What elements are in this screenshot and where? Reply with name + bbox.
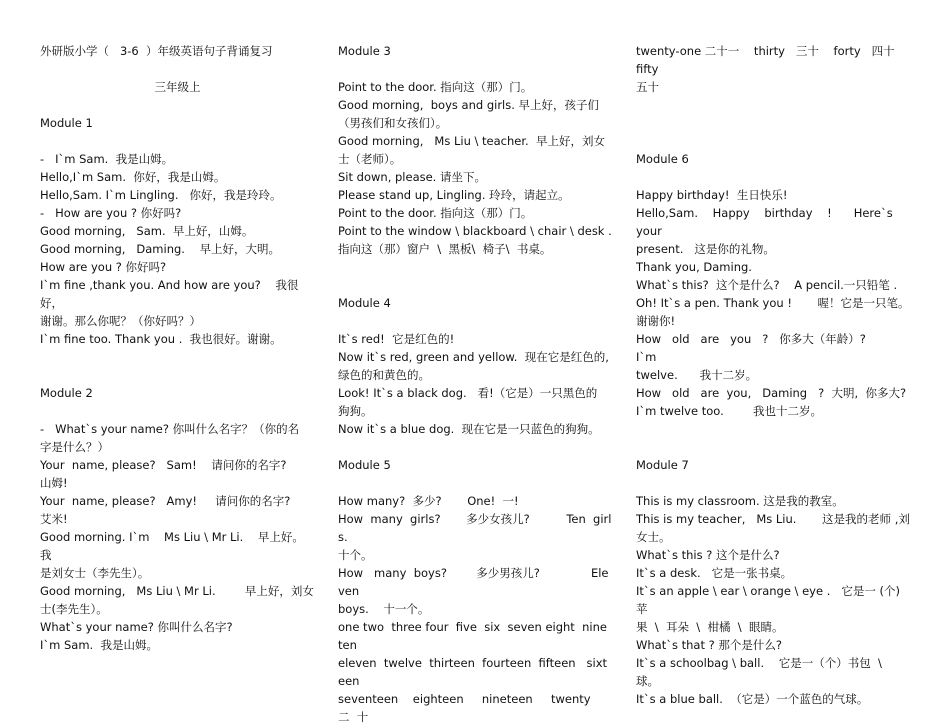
sentence-line: How many boys? 多少男孩儿? Eleven: [338, 566, 609, 598]
sentence-line: How many? 多少? One! 一!: [338, 494, 519, 508]
module-5-heading: Module 5: [338, 458, 391, 472]
number-words-line: seventeen eighteen nineteen twenty 二 十: [338, 692, 609, 724]
sentence-line: Now it`s a blue dog. 现在它是一只蓝色的狗狗。: [338, 422, 600, 436]
sentence-line: boys. 十一个。: [338, 602, 430, 616]
module-1-heading: Module 1: [40, 116, 93, 130]
number-words-line: eleven twelve thirteen fourteen fifteen sixteen: [338, 656, 608, 688]
document-title: 外研版小学（ 3-6 ）年级英语句子背诵复习: [40, 44, 273, 58]
sentence-line: 果 \ 耳朵 \ 柑橘 \ 眼睛。: [636, 620, 784, 634]
sentence-line: It`s a blue ball. （它是）一个蓝色的气球。: [636, 692, 869, 706]
sentence-line: I`m Sam. 我是山姆。: [40, 638, 159, 652]
sentence-line: Hello,Sam. I`m Lingling. 你好，我是玲玲。: [40, 188, 282, 202]
sentence-line: Sit down, please. 请坐下。: [338, 170, 486, 184]
sentence-line: Point to the window \ blackboard \ chair \ desk .: [338, 224, 612, 238]
sentence-line: - How are you ? 你好吗?: [40, 206, 182, 220]
sentence-line: Your name, please? Sam! 请问你的名字?: [40, 458, 287, 472]
sentence-line: 绿色的和黄色的。: [338, 368, 430, 382]
sentence-line: Your name, please? Amy! 请问你的名字?: [40, 494, 291, 508]
module-4-heading: Module 4: [338, 296, 391, 310]
sentence-line: Good morning, Ms Liu \ Mr Li. 早上好，刘女: [40, 584, 314, 598]
number-words-line: twenty-one 二十一 thirty 三十 forty 四十 fifty: [636, 44, 910, 76]
sentence-line: What`s this? 这个是什么? A pencil.一只铅笔 .: [636, 278, 898, 292]
sentence-line: What`s this ? 这个是什么?: [636, 548, 780, 562]
sentence-line: （男孩们和女孩们）。: [338, 116, 448, 130]
grade-subtitle: 三年级上: [154, 80, 201, 94]
sentence-line: Happy birthday! 生日快乐!: [636, 188, 788, 202]
sentence-line: Please stand up, Lingling. 玲玲，请起立。: [338, 188, 570, 202]
sentence-line: 是刘女士（李先生）。: [40, 566, 150, 580]
sentence-line: What`s your name? 你叫什么名字?: [40, 620, 233, 634]
module-2-heading: Module 2: [40, 386, 93, 400]
sentence-line: I`m fine ,thank you. And how are you? 我很好，: [40, 278, 299, 310]
module-7-heading: Module 7: [636, 458, 689, 472]
sentence-line: Hello,Sam. Happy birthday ! Here`s your: [636, 206, 904, 238]
sentence-line: Point to the door. 指向这（那）门。: [338, 206, 533, 220]
sentence-line: Good morning, Ms Liu \ teacher. 早上好，刘女: [338, 134, 605, 148]
sentence-line: It`s an apple \ ear \ orange \ eye . 它是一 (个) 苹: [636, 584, 904, 616]
sentence-line: Hello,I`m Sam. 你好，我是山姆。: [40, 170, 226, 184]
sentence-line: How are you ? 你好吗?: [40, 260, 167, 274]
sentence-line: I`m twelve too. 我也十二岁。: [636, 404, 822, 418]
sentence-line: It`s red! 它是红色的!: [338, 332, 455, 346]
sentence-line: Thank you, Daming.: [636, 260, 752, 274]
sentence-line: 指向这（那）窗户 \ 黑板\ 椅子\ 书桌。: [338, 242, 552, 256]
sentence-line: 谢谢你!: [636, 314, 676, 328]
sentence-line: This is my classroom. 这是我的教室。: [636, 494, 844, 508]
sentence-line: This is my teacher, Ms Liu. 这是我的老师 ,刘: [636, 512, 910, 526]
sentence-line: present. 这是你的礼物。: [636, 242, 775, 256]
sentence-line: 艾米!: [40, 512, 68, 526]
number-words-line: 五十: [636, 80, 659, 94]
sentence-line: 谢谢。那么你呢？（你好吗？）: [40, 314, 201, 328]
sentence-line: 士（老师）。: [338, 152, 402, 166]
sentence-line: Look! It`s a black dog. 看!（它是）一只黑色的: [338, 386, 598, 400]
sentence-line: twelve. 我十二岁。: [636, 368, 758, 382]
sentence-line: It`s a desk. 它是一张书桌。: [636, 566, 793, 580]
sentence-line: 十个。: [338, 548, 373, 562]
sentence-line: 女士。: [636, 530, 671, 544]
sentence-line: 士(李先生）。: [40, 602, 108, 616]
sentence-line: 狗狗。: [338, 404, 373, 418]
module-3-heading: Module 3: [338, 44, 391, 58]
column-left: [40, 42, 315, 654]
number-words-line: one two three four five six seven eight nine ten: [338, 620, 615, 652]
sentence-line: Good morning, boys and girls. 早上好，孩子们: [338, 98, 600, 112]
sentence-line: 山姆!: [40, 476, 68, 490]
sentence-line: - I`m Sam. 我是山姆。: [40, 152, 174, 166]
sentence-line: Now it`s red, green and yellow. 现在它是红色的,: [338, 350, 609, 364]
sentence-line: I`m fine too. Thank you . 我也很好。谢谢。: [40, 332, 282, 346]
sentence-line: Point to the door. 指向这（那）门。: [338, 80, 533, 94]
sentence-line: It`s a schoolbag \ ball. 它是一（个）书包 \ 球。: [636, 656, 890, 688]
sentence-line: How old are you, Daming ? 大明, 你多大?: [636, 386, 907, 400]
sentence-line: 字是什么？）: [40, 440, 109, 454]
sentence-line: Good morning. I`m Ms Liu \ Mr Li. 早上好。我: [40, 530, 304, 562]
sentence-line: Good morning, Sam. 早上好，山姆。: [40, 224, 254, 238]
sentence-line: What`s that ? 那个是什么?: [636, 638, 782, 652]
sentence-line: Oh! It`s a pen. Thank you ! 喔！它是一只笔。: [636, 296, 910, 310]
sentence-line: How old are you ? 你多大（年龄）? I`m: [636, 332, 918, 364]
column-middle: [338, 42, 613, 726]
sentence-line: - What`s your name? 你叫什么名字？（你的名: [40, 422, 300, 436]
sentence-line: Good morning, Daming. 早上好，大明。: [40, 242, 281, 256]
sentence-line: How many girls? 多少女孩儿? Ten girls.: [338, 512, 612, 544]
column-right: [636, 42, 918, 708]
module-6-heading: Module 6: [636, 152, 689, 166]
